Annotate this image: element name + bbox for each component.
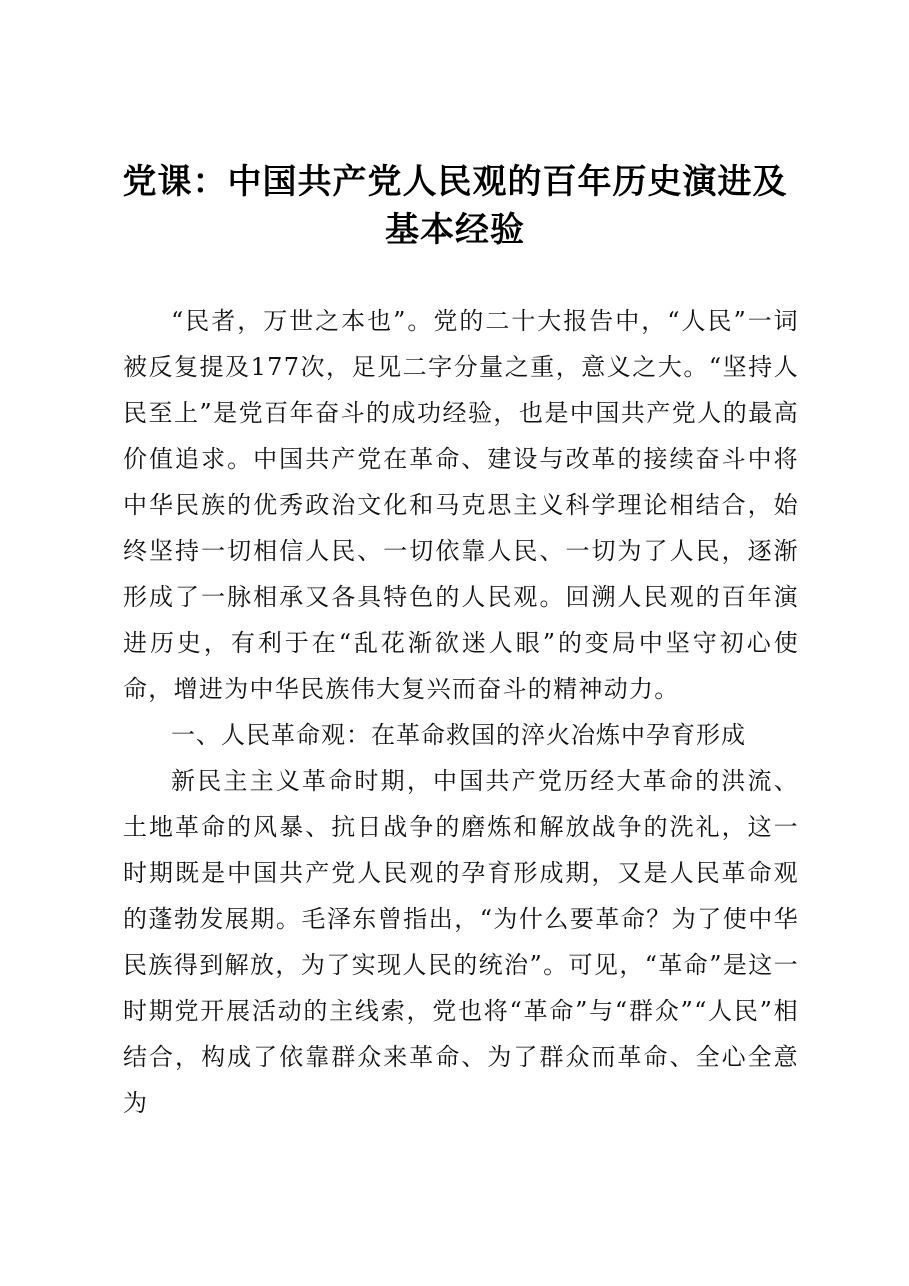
document-body: [123, 298, 799, 1126]
section-paragraph: 新民主主义革命时期，中国共产党历经大革命的洪流、土地革命的风暴、抗日战争的磨炼和解放战争的洗礼，这一时期既是中国共产党人民观的孕育形成期，又是人民革命观的蓬勃发展期。毛泽东曾指出，“为什么要革命？为了使中华民族得到解放，为了实现人民的统治”。可见，“革命”是这一时期党开展活动的主线索，党也将“革命”与“群众”“人民”相结合，构成了依靠群众来革命、为了群众而革命、全心全意为: [123, 767, 799, 1117]
intro-paragraph: “民者，万世之本也”。党的二十大报告中，“人民”一词被反复提及177次，足见二字分量之重，意义之大。“坚持人民至上”是党百年奋斗的成功经验，也是中国共产党人的最高价值追求。中国共产党在革命、建设与改革的接续奋斗中将中华民族的优秀政治文化和马克思主义科学理论相结合，始终坚持一切相信人民、一切依靠人民、一切为了人民，逐渐形成了一脉相承又各具特色的人民观。回溯人民观的百年演进历史，有利于在“乱花渐欲迷人眼”的变局中坚守初心使命，增进为中华民族伟大复兴而奋斗的精神动力。: [123, 307, 799, 703]
section-heading: 一、人民革命观：在革命救国的淬火冶炼中孕育形成: [171, 721, 746, 749]
document-title: 党课：中国共产党人民观的百年历史演进及基本经验: [122, 162, 788, 250]
